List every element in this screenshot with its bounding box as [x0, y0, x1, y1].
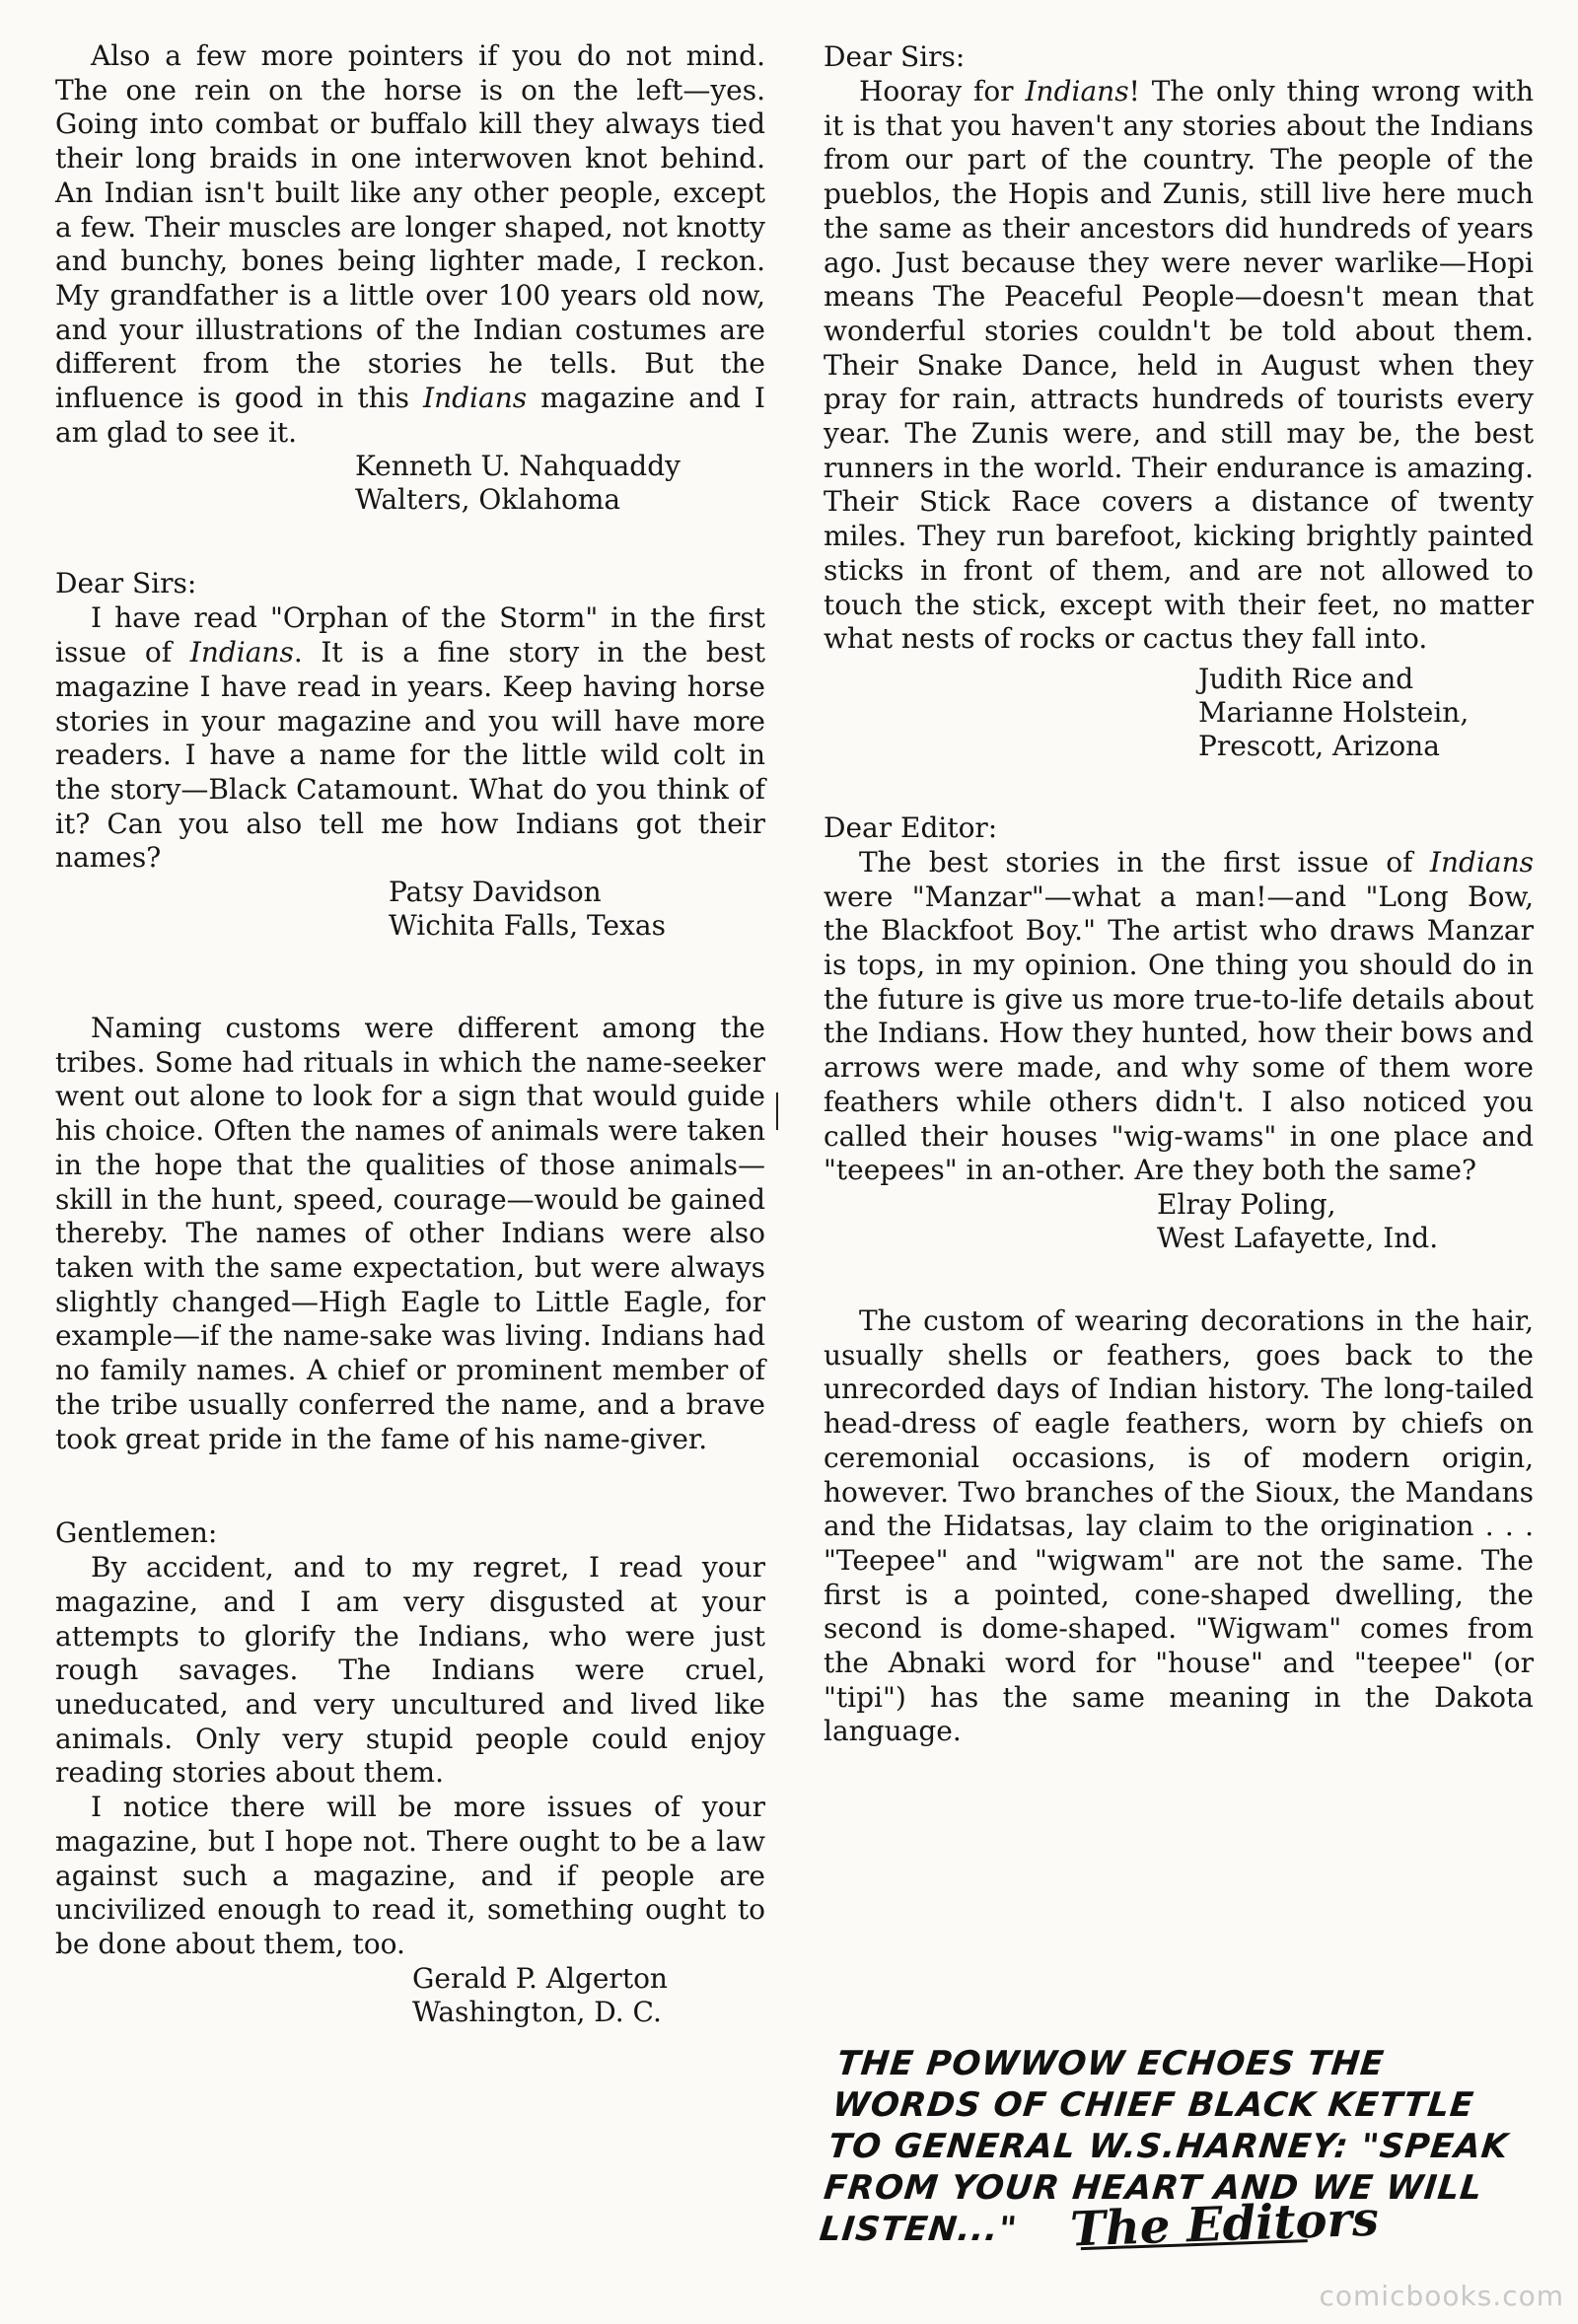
letter-signature [55, 450, 765, 517]
signature-place: Wichita Falls, Texas [389, 909, 666, 943]
powwow-editors-note: THE POWWOW ECHOES THE WORDS OF CHIEF BLACK KETTLE TO GENERAL W.S.HARNEY: "SPEAK FROM YOUR HEART AND WE WILL LISTEN..." [818, 2044, 1511, 2249]
letter-signature [55, 1962, 765, 2029]
letter-body: Also a few more pointers if you do not mind. The one rein on the horse is on the left—yes. Going into combat or buffalo kill they always tied their long braids in one interwoven knot behind. An Indian isn't built like any other people, except a few. Their muscles are longer shaped, not knotty and bunchy, bones being lighter made, I reckon. My grandfather is a little over 100 years old now, and your illustrations of the Indian costumes are different from the stories he tells. But the influence is good in this Indians magazine and I am glad to see it. [55, 39, 765, 449]
reply-body: The custom of wearing decorations in the hair, usually shells or feathers, goes back to the unrecorded days of Indian history. The long-tailed head-dress of eagle feathers, worn by chiefs on ceremonial occasions, is of modern origin, however. Two branches of the Sioux, the Mandans and the Hidatsas, lay claim to the origination . . . "Teepee" and "wigwam" are not the same. The first is a pointed, cone-shaped dwelling, the second is dome-shaped. "Wigwam" comes from the Abnaki word for "house" and "teepee" (or "tipi") has the same meaning in the Dakota language. [824, 1303, 1534, 1748]
print-mark [776, 1092, 778, 1130]
site-watermark: comicbooks.com [1319, 2280, 1564, 2312]
letter-body: Hooray for Indians! The only thing wrong with it is that you haven't any stories about the Indians from our part of the country. The people of the pueblos, the Hopis and Zunis, still live here much the same as their ancestors did hundreds of years ago. Just because they were never warlike—Hopi means The Peaceful People—doesn't mean that wonderful stories couldn't be told about them. Their Snake Dance, held in August when they pray for rain, attracts hundreds of tourists every year. The Zunis were, and still may be, the best runners in the world. Their endurance is amazing. Their Stick Race covers a distance of twenty miles. They run barefoot, kicking brightly painted sticks in front of them, and are not allowed to touch the stick, except with their feet, no matter what nests of rocks or cactus they fall into. [824, 75, 1534, 656]
letter-signature [824, 1188, 1534, 1255]
signature-name: Kenneth U. Nahquaddy [355, 450, 681, 483]
letter-body: The best stories in the first issue of Indians were "Manzar"—what a man!—and "Long Bow, the Blackfoot Boy." The artist who draws Manzar is tops, in my opinion. One thing you should do in the future is give us more true-to-life details about the Indians. How they hunted, how their bows and arrows were made, and why some of them wore feathers while others didn't. I also noticed you called their houses "wig-wams" in one place and "teepees" in an-other. Are they both the same? [824, 845, 1534, 1187]
signature-name: Gerald P. Algerton [412, 1961, 668, 1995]
reply-body: Naming customs were different among the tribes. Some had rituals in which the name-seeker went out alone to look for a sign that would guide his choice. Often the names of animals were taken in the hope that the qualities of those animals—skill in the hunt, speed, courage—would be gained thereby. The names of other Indians were also taken with the same expectation, but were always slightly changed—High Eagle to Little Eagle, for example—if the name-sake was living. Indians had no family names. A chief or prominent member of the tribe usually conferred the name, and a brave took great pride in the fame of his name-giver. [55, 1012, 765, 1455]
letter-body: By accident, and to my regret, I read your magazine, and I am very disgusted at your attempts to glorify the Indians, who were just rough savages. The Indians were cruel, uneducated, and very uncultured and lived like animals. Only very stupid people could enjoy reading stories about them. [55, 1551, 765, 1790]
letter-davidson [55, 566, 765, 943]
signature-place: West Lafayette, Ind. [1157, 1221, 1439, 1254]
signature-name: Marianne Holstein, [1198, 695, 1470, 729]
signature-place: Prescott, Arizona [1198, 729, 1440, 762]
editors-signature: The Editors [1069, 2191, 1380, 2258]
letter-rice-holstein [824, 39, 1534, 763]
letter-signature [824, 663, 1534, 763]
letter-salutation: Dear Sirs: [55, 567, 197, 600]
letter-poling [824, 810, 1534, 1255]
right-column [824, 39, 1534, 1749]
letter-signature [55, 876, 765, 943]
editor-reply-headdress [824, 1304, 1534, 1749]
letter-salutation: Dear Sirs: [824, 40, 966, 73]
letter-nahquaddy [55, 39, 765, 517]
signature-name: Elray Poling, [1157, 1187, 1336, 1221]
letter-body: I have read "Orphan of the Storm" in the first issue of Indians. It is a fine story in the best magazine I have read in years. Keep having horse stories in your magazine and you will have more readers. I have a name for the little wild colt in the story—Black Catamount. What do you think of it? Can you also tell me how Indians got their names? [55, 601, 765, 875]
editor-reply-naming [55, 1012, 765, 1456]
signature-place: Washington, D. C. [412, 1995, 662, 2028]
signature-name: Judith Rice and [1198, 662, 1414, 695]
signature-place: Walters, Oklahoma [355, 483, 621, 517]
letter-salutation: Dear Editor: [824, 810, 998, 844]
letter-body: I notice there will be more issues of your magazine, but I hope not. There ought to be a law against such a magazine, and if people are uncivilized enough to read it, something ought to be done about them, too. [55, 1791, 765, 1960]
letter-algerton [55, 1515, 765, 2028]
signature-name: Patsy Davidson [389, 876, 602, 909]
letter-salutation: Gentlemen: [55, 1516, 218, 1550]
left-column [55, 39, 765, 2029]
